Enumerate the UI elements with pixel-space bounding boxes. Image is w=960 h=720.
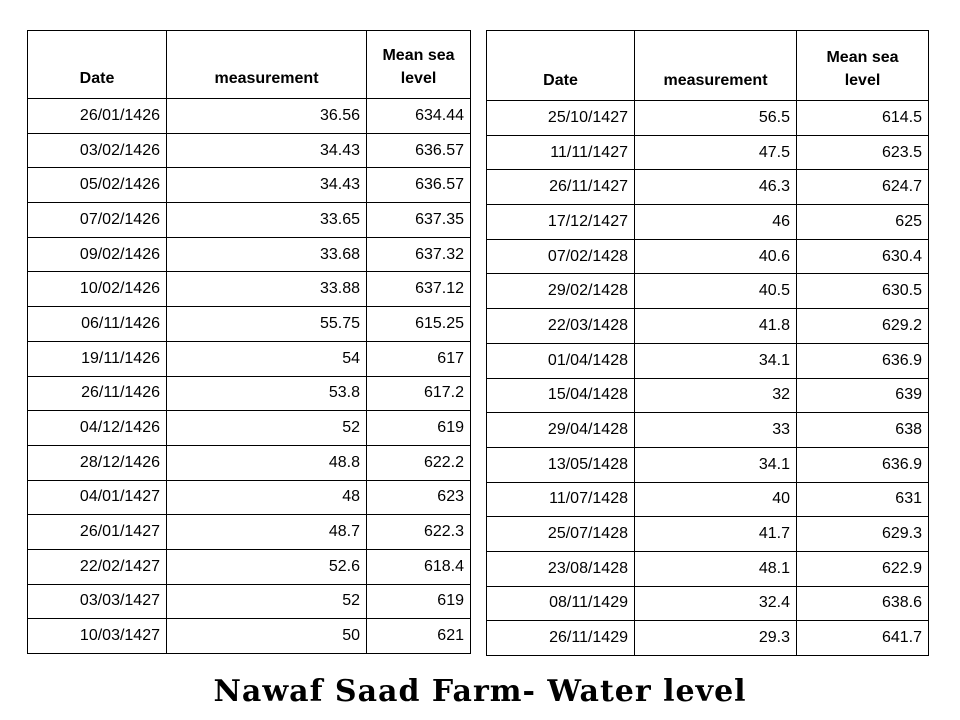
mean-sea-level-cell: 637.32 xyxy=(367,237,471,272)
date-header: Date xyxy=(487,31,635,101)
mean-sea-level-header xyxy=(797,31,929,101)
measurement-cell: 40 xyxy=(635,482,797,517)
date-cell: 07/02/1426 xyxy=(28,203,167,238)
measurement-cell: 54 xyxy=(167,341,367,376)
table-row xyxy=(28,99,471,134)
date-cell: 23/08/1428 xyxy=(487,551,635,586)
table-row xyxy=(487,101,929,136)
measurement-cell: 52.6 xyxy=(167,549,367,584)
measurement-cell: 34.1 xyxy=(635,447,797,482)
mean-sea-level-cell: 621 xyxy=(367,619,471,654)
date-cell: 25/10/1427 xyxy=(487,101,635,136)
measurement-cell: 34.43 xyxy=(167,168,367,203)
date-cell: 29/02/1428 xyxy=(487,274,635,309)
date-cell: 07/02/1428 xyxy=(487,239,635,274)
measurement-cell: 34.43 xyxy=(167,133,367,168)
table-row xyxy=(28,584,471,619)
date-cell: 06/11/1426 xyxy=(28,307,167,342)
mean-sea-level-cell: 615.25 xyxy=(367,307,471,342)
mean-sea-level-cell: 617.2 xyxy=(367,376,471,411)
table-row xyxy=(28,237,471,272)
date-cell: 03/03/1427 xyxy=(28,584,167,619)
msl-header-line2: level xyxy=(844,72,881,89)
table-row xyxy=(487,621,929,656)
date-cell: 08/11/1429 xyxy=(487,586,635,621)
header-row xyxy=(487,31,929,101)
mean-sea-level-cell: 636.9 xyxy=(797,343,929,378)
mean-sea-level-cell: 637.35 xyxy=(367,203,471,238)
mean-sea-level-cell: 636.57 xyxy=(367,133,471,168)
measurement-cell: 32 xyxy=(635,378,797,413)
date-cell: 25/07/1428 xyxy=(487,517,635,552)
table-row xyxy=(487,343,929,378)
mean-sea-level-cell: 623.5 xyxy=(797,135,929,170)
msl-header-line1: Mean sea xyxy=(382,47,455,64)
mean-sea-level-cell: 630.4 xyxy=(797,239,929,274)
mean-sea-level-cell: 636.57 xyxy=(367,168,471,203)
msl-header-line1: Mean sea xyxy=(826,49,899,66)
table-row xyxy=(28,272,471,307)
date-cell: 11/11/1427 xyxy=(487,135,635,170)
date-cell: 28/12/1426 xyxy=(28,445,167,480)
measurement-cell: 34.1 xyxy=(635,343,797,378)
measurement-cell: 41.8 xyxy=(635,309,797,344)
measurement-cell: 46.3 xyxy=(635,170,797,205)
date-cell: 10/03/1427 xyxy=(28,619,167,654)
date-cell: 03/02/1426 xyxy=(28,133,167,168)
mean-sea-level-cell: 618.4 xyxy=(367,549,471,584)
mean-sea-level-cell: 619 xyxy=(367,584,471,619)
measurement-cell: 56.5 xyxy=(635,101,797,136)
measurement-cell: 40.5 xyxy=(635,274,797,309)
table-row xyxy=(28,307,471,342)
mean-sea-level-header xyxy=(367,31,471,99)
date-cell: 17/12/1427 xyxy=(487,205,635,240)
mean-sea-level-cell: 639 xyxy=(797,378,929,413)
right-table xyxy=(486,30,929,656)
mean-sea-level-cell: 624.7 xyxy=(797,170,929,205)
table-row xyxy=(28,445,471,480)
msl-header-line2: level xyxy=(400,70,437,87)
left-table-body xyxy=(28,99,471,654)
date-cell: 11/07/1428 xyxy=(487,482,635,517)
mean-sea-level-cell: 631 xyxy=(797,482,929,517)
mean-sea-level-cell: 622.9 xyxy=(797,551,929,586)
date-cell: 26/01/1427 xyxy=(28,515,167,550)
date-cell: 26/11/1426 xyxy=(28,376,167,411)
measurement-cell: 48.8 xyxy=(167,445,367,480)
date-cell: 13/05/1428 xyxy=(487,447,635,482)
table-row xyxy=(487,482,929,517)
table-row xyxy=(487,309,929,344)
measurement-cell: 48.1 xyxy=(635,551,797,586)
date-cell: 04/01/1427 xyxy=(28,480,167,515)
measurement-cell: 46 xyxy=(635,205,797,240)
mean-sea-level-cell: 625 xyxy=(797,205,929,240)
measurement-cell: 29.3 xyxy=(635,621,797,656)
date-cell: 10/02/1426 xyxy=(28,272,167,307)
date-cell: 22/02/1427 xyxy=(28,549,167,584)
mean-sea-level-cell: 617 xyxy=(367,341,471,376)
measurement-cell: 53.8 xyxy=(167,376,367,411)
table-row xyxy=(487,239,929,274)
mean-sea-level-cell: 634.44 xyxy=(367,99,471,134)
date-cell: 22/03/1428 xyxy=(487,309,635,344)
date-cell: 15/04/1428 xyxy=(487,378,635,413)
table-row xyxy=(28,480,471,515)
measurement-cell: 47.5 xyxy=(635,135,797,170)
table-row xyxy=(28,515,471,550)
left-table xyxy=(27,30,471,654)
measurement-cell: 32.4 xyxy=(635,586,797,621)
mean-sea-level-cell: 636.9 xyxy=(797,447,929,482)
table-row xyxy=(28,341,471,376)
table-row xyxy=(487,447,929,482)
table-row xyxy=(28,168,471,203)
measurement-cell: 55.75 xyxy=(167,307,367,342)
mean-sea-level-cell: 629.3 xyxy=(797,517,929,552)
table-row xyxy=(28,133,471,168)
date-cell: 26/01/1426 xyxy=(28,99,167,134)
mean-sea-level-cell: 629.2 xyxy=(797,309,929,344)
measurement-cell: 52 xyxy=(167,411,367,446)
mean-sea-level-cell: 622.3 xyxy=(367,515,471,550)
page-title: Nawaf Saad Farm- Water level xyxy=(213,674,747,709)
date-cell: 05/02/1426 xyxy=(28,168,167,203)
mean-sea-level-cell: 641.7 xyxy=(797,621,929,656)
mean-sea-level-cell: 630.5 xyxy=(797,274,929,309)
date-cell: 26/11/1429 xyxy=(487,621,635,656)
date-header: Date xyxy=(28,31,167,99)
mean-sea-level-cell: 622.2 xyxy=(367,445,471,480)
measurement-cell: 40.6 xyxy=(635,239,797,274)
measurement-cell: 33.65 xyxy=(167,203,367,238)
table-row xyxy=(28,619,471,654)
table-row xyxy=(487,413,929,448)
mean-sea-level-cell: 638.6 xyxy=(797,586,929,621)
measurement-header: measurement xyxy=(635,31,797,101)
table-row xyxy=(28,376,471,411)
table-row xyxy=(28,203,471,238)
table-row xyxy=(487,378,929,413)
date-cell: 04/12/1426 xyxy=(28,411,167,446)
table-row xyxy=(487,170,929,205)
measurement-cell: 41.7 xyxy=(635,517,797,552)
date-cell: 19/11/1426 xyxy=(28,341,167,376)
date-cell: 01/04/1428 xyxy=(487,343,635,378)
date-cell: 09/02/1426 xyxy=(28,237,167,272)
measurement-header: measurement xyxy=(167,31,367,99)
measurement-cell: 33.88 xyxy=(167,272,367,307)
table-row xyxy=(487,205,929,240)
table-row xyxy=(28,549,471,584)
mean-sea-level-cell: 638 xyxy=(797,413,929,448)
table-row xyxy=(487,517,929,552)
table-row xyxy=(28,411,471,446)
mean-sea-level-cell: 637.12 xyxy=(367,272,471,307)
measurement-cell: 48.7 xyxy=(167,515,367,550)
measurement-cell: 33.68 xyxy=(167,237,367,272)
mean-sea-level-cell: 614.5 xyxy=(797,101,929,136)
mean-sea-level-cell: 623 xyxy=(367,480,471,515)
mean-sea-level-cell: 619 xyxy=(367,411,471,446)
table-row xyxy=(487,274,929,309)
measurement-cell: 50 xyxy=(167,619,367,654)
date-cell: 26/11/1427 xyxy=(487,170,635,205)
table-row xyxy=(487,586,929,621)
measurement-cell: 33 xyxy=(635,413,797,448)
header-row xyxy=(28,31,471,99)
measurement-cell: 36.56 xyxy=(167,99,367,134)
table-row xyxy=(487,551,929,586)
measurement-cell: 52 xyxy=(167,584,367,619)
table-row xyxy=(487,135,929,170)
measurement-cell: 48 xyxy=(167,480,367,515)
date-cell: 29/04/1428 xyxy=(487,413,635,448)
right-table-body xyxy=(487,101,929,656)
